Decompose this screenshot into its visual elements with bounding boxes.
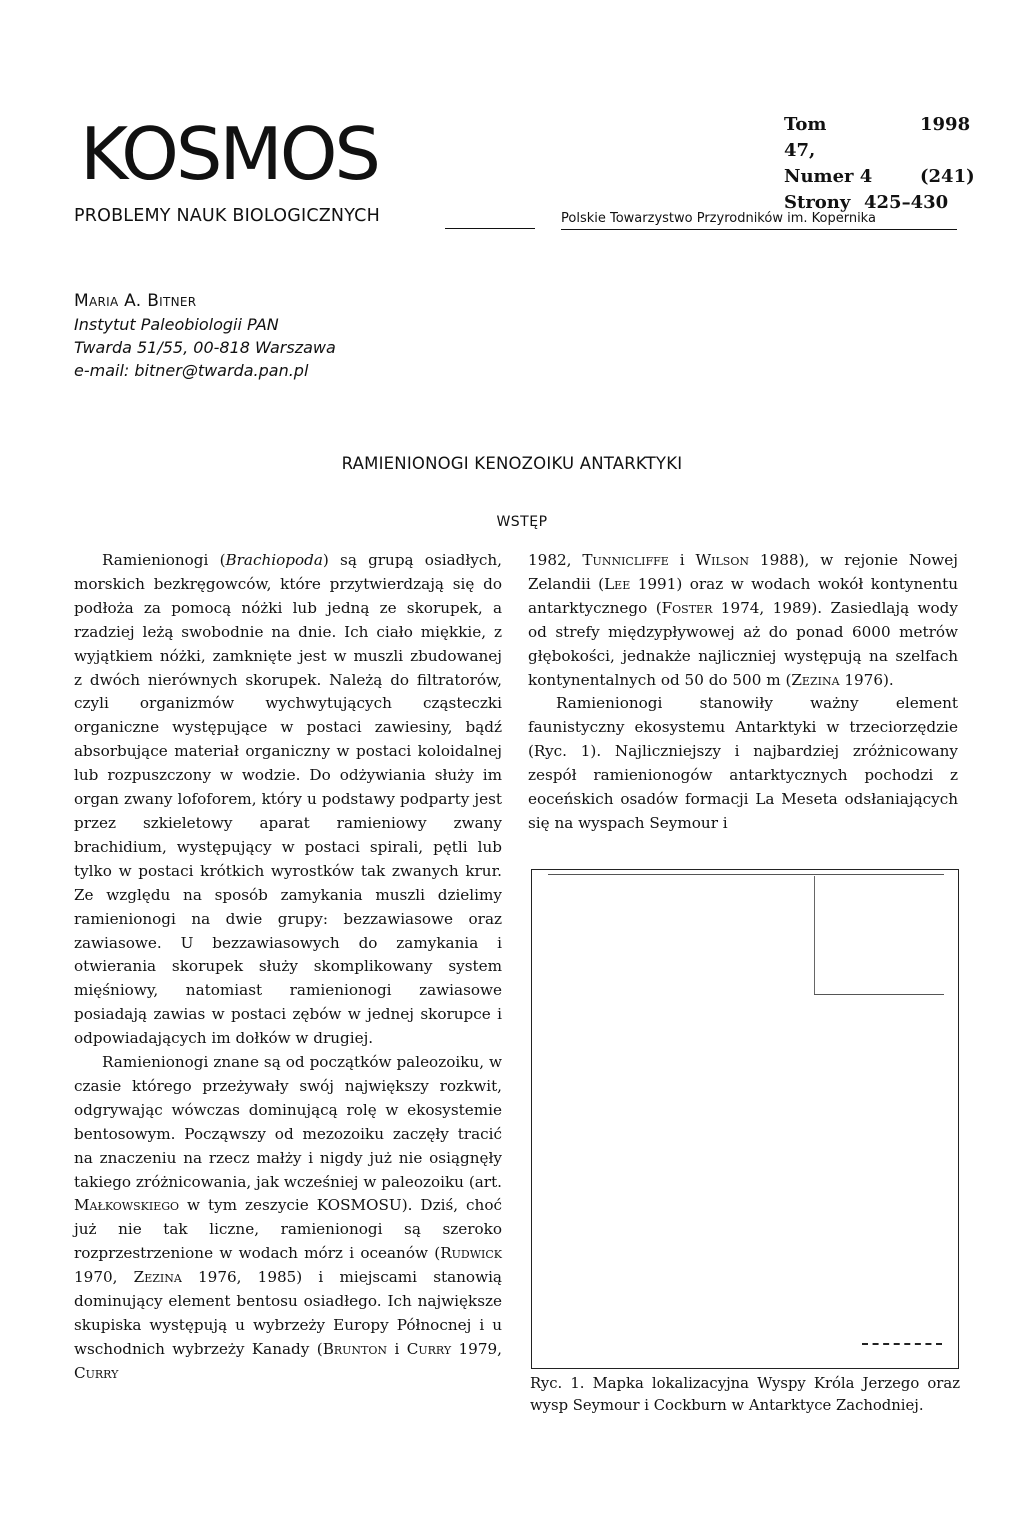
issue-label: Numer 4: [784, 166, 873, 187]
author-affiliation: Instytut Paleobiologii PAN: [74, 315, 279, 334]
paragraph: Ramienionogi znane są od początków paleozoiku, w czasie którego przeżywały swój największy rozkwit, odgrywając wówczas dominującą rolę w ekosystemie bentosowym. Począwszy od mezozoiku zaczęły tracić na znaczeniu na rzecz małży i nigdy już nie osiągnęły takiego zróżnicowania, jak wcześniej w paleozoiku (art. Małkowskiego w tym zeszycie KOSMOSU). Dziś, choć już nie tak liczne, ramienionogi są szeroko rozprzestrzenione w wodach mórz i oceanów (Rudwick 1970, Zezina 1976, 1985) i miejscami stanowią dominujący element bentosu osiadłego. Ich największe skupiska występują u wybrzeży Europy Północnej i u wschodnich wybrzeży Kanady (Brunton i Curry 1979, Curry: [74, 1053, 502, 1382]
article-title: RAMIENIONOGI KENOZOIKU ANTARKTYKI: [341, 454, 683, 473]
header-rule-left: [445, 228, 535, 229]
body-column-right: [528, 549, 958, 836]
figure-line: [814, 876, 815, 994]
figure-line: [814, 994, 944, 995]
volume-value: 1998: [920, 114, 971, 135]
body-column-left: [74, 549, 502, 1386]
pages-value: 425–430: [864, 192, 949, 213]
paragraph: 1982, Tunnicliffe i Wilson 1988), w rejonie Nowej Zelandii (Lee 1991) oraz w wodach wokół kontynentu antarktycznego (Foster 1974, 1989). Zasiedlają wody od strefy międzypływowej aż do ponad 6000 metrów głębokości, jednakże najliczniej występują na szelfach kontynentalnych od 50 do 500 m (Zezina 1976).: [528, 551, 959, 689]
journal-logo: KOSMOS: [80, 112, 378, 196]
author-email: e-mail: bitner@twarda.pan.pl: [74, 361, 309, 380]
pages-label: Strony: [784, 192, 851, 213]
issue-info: [784, 112, 975, 216]
author-address: Twarda 51/55, 00-818 Warszawa: [74, 338, 336, 357]
journal-series: PROBLEMY NAUK BIOLOGICZNYCH: [74, 206, 380, 226]
paragraph: Ramienionogi stanowiły ważny element faunistyczny ekosystemu Antarktyki w trzeciorzędzie (Ryc. 1). Najliczniejszy i najbardziej zróżnicowany zespół ramienionogów antarktycznych pochodzi z eoceńskich osadów formacji La Meseta odsłaniających się na wyspach Seymour i: [528, 694, 958, 832]
figure-line: [548, 874, 944, 875]
author-block: [74, 290, 336, 382]
figure-caption: Ryc. 1. Mapka lokalizacyjna Wyspy Króla Jerzego oraz wysp Seymour i Cockburn w Antarktyce Zachodniej.: [530, 1375, 960, 1414]
figure-map: [531, 869, 959, 1369]
paragraph: Ramienionogi (Brachiopoda) są grupą osiadłych, morskich bezkręgowców, które przytwierdzają się do podłoża za pomocą nóżki lub jedną ze skorupek, a rzadziej leżą swobodnie na dnie. Ich ciało miękkie, z wyjątkiem nóżki, zamknięte jest w muszli zbudowanej z dwóch nierównych skorupek. Należą do filtratorów, czyli organizmów wychwytujących cząsteczki organiczne występujące w postaci zawiesiny, bądź absorbujące materiał organiczny w postaci koloidalnej lub rozpuszczony w wodzie. Do odżywiania służy im organ zwany lofoforem, który u podstawy podparty jest przez szkieletowy aparat ramieniowy zwany brachidium, występujący w postaci spirali, pętli lub tylko w postaci krótkich wyrostków tak zwanych krur. Ze względu na sposób zamykania muszli dzielimy ramienionogi na dwie grupy: bezzawiasowe oraz zawiasowe. U bezzawiasowych do zamykania i otwierania skorupek służy skomplikowany system mięśniowy, natomiast ramienionogi zawiasowe posiadają zawias w postaci zębów w jednej skorupce i odpowiadających im dołków w drugiej.: [74, 551, 502, 1048]
figure-scale-bar: [862, 1343, 942, 1345]
author-name: Maria A. Bitner: [74, 291, 197, 311]
publisher: Polskie Towarzystwo Przyrodników im. Kopernika: [561, 211, 876, 226]
issue-value: (241): [920, 166, 975, 187]
volume-label: Tom 47,: [784, 114, 827, 161]
section-heading: WSTĘP: [496, 514, 548, 530]
header-rule-right: [561, 229, 957, 230]
